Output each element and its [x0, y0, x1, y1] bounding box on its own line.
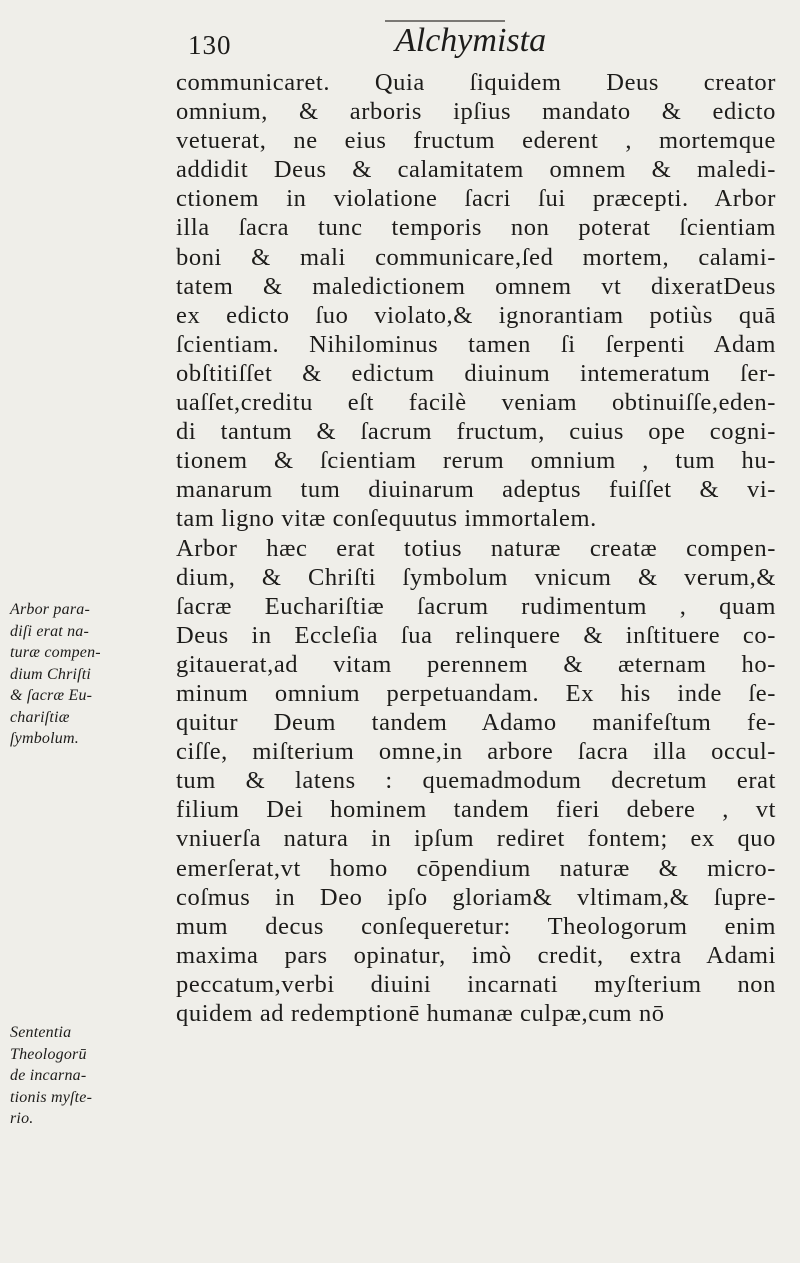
margin-note-line: & ſacræ Eu- — [10, 687, 93, 704]
text-line: vetuerat, ne eius fructum ederent , mortemque — [176, 127, 776, 155]
text-line: boni & mali communicare,ſed mortem, calami- — [176, 243, 776, 271]
text-line: Deus in Eccleſia ſua relinquere & inſtituere co- — [176, 621, 776, 649]
text-line: gitauerat,ad vitam perennem & æternam ho- — [176, 650, 776, 678]
text-line: communicaret. Quia ſiquidem Deus creator — [176, 69, 776, 96]
margin-note-arbor — [10, 599, 132, 750]
text-line: addidit Deus & calamitatem omnem & maledi- — [176, 156, 776, 184]
text-line: coſmus in Deo ipſo gloriam& vltimam,& ſupre- — [176, 883, 776, 911]
margin-note-line: Theologorū — [10, 1045, 87, 1063]
margin-note-line: Arbor para- — [10, 601, 90, 618]
text-line: di tantum & ſacrum fructum, cuius ope cogni- — [176, 418, 776, 446]
text-line: Arbor hæc erat totius naturæ creatæ compen- — [176, 534, 776, 562]
text-line: maxima pars opinatur, imò credit, extra Adami — [176, 941, 776, 969]
text-line: tatem & maledictionem omnem vt dixeratDeus — [176, 272, 776, 300]
text-line: ctionem in violatione ſacri ſui præcepti. Arbor — [176, 185, 776, 213]
text-line: tionem & ſcientiam rerum omnium , tum hu- — [176, 447, 776, 475]
text-line: obſtitiſſet & edictum diuinum intemeratum ſer- — [176, 359, 776, 387]
margin-note-line: diſi erat na- — [10, 622, 90, 640]
margin-note-line: turæ compen- — [10, 644, 101, 661]
text-line: uaſſet,creditu eſt facilè veniam obtinuiſſe,eden- — [176, 389, 776, 417]
margin-note-line: ſymbolum. — [10, 730, 79, 747]
text-line: illa ſacra tunc temporis non poterat ſcientiam — [176, 214, 776, 242]
text-line: tam ligno vitæ conſequutus immortalem. — [176, 505, 597, 533]
text-line: peccatum,verbi diuini incarnati myſterium non — [176, 970, 776, 998]
text-line: dium, & Chriſti ſymbolum vnicum & verum,& — [176, 563, 776, 591]
text-line: manarum tum diuinarum adeptus fuiſſet & vi- — [176, 476, 776, 504]
text-line: ciſſe, miſterium omne,in arbore ſacra illa occul- — [176, 738, 776, 766]
page-header — [180, 20, 770, 70]
text-line: quidem ad redemptionē humanæ culpæ,cum nō — [176, 1000, 665, 1027]
margin-note-line: tionis myſte- — [10, 1088, 93, 1106]
text-line: emerſerat,vt homo cōpendium naturæ & micro- — [176, 854, 776, 882]
text-line: ſcientiam. Nihilominus tamen ſi ſerpenti Adam — [176, 330, 776, 358]
main-text-column — [176, 68, 776, 1028]
margin-note-line: de incarna- — [10, 1067, 87, 1084]
margin-note-line: chariſtiæ — [10, 708, 70, 726]
margin-note-sententia — [10, 1022, 132, 1130]
text-line: ex edicto ſuo violato,& ignorantiam potiùs quā — [176, 301, 776, 329]
text-line: tum & latens : quemadmodum decretum erat — [176, 767, 776, 795]
running-title: Alchymista — [395, 22, 547, 59]
margin-note-line: rio. — [10, 1110, 34, 1127]
text-line: quitur Deum tandem Adamo manifeſtum fe- — [176, 709, 776, 737]
text-line: vniuerſa natura in ipſum rediret fontem; ex quo — [176, 825, 776, 853]
text-line: minum omnium perpetuandam. Ex his inde ſe- — [176, 679, 776, 707]
text-line: omnium, & arboris ipſius mandato & edicto — [176, 98, 776, 126]
margin-note-line: dium Chriſti — [10, 665, 92, 683]
text-line: filium Dei hominem tandem fieri debere , vt — [176, 796, 776, 824]
text-line: ſacræ Euchariſtiæ ſacrum rudimentum , quam — [176, 592, 776, 620]
text-line: mum decus conſequeretur: Theologorum enim — [176, 912, 776, 940]
margin-note-line: Sententia — [10, 1024, 72, 1041]
page-number: 130 — [188, 30, 232, 60]
